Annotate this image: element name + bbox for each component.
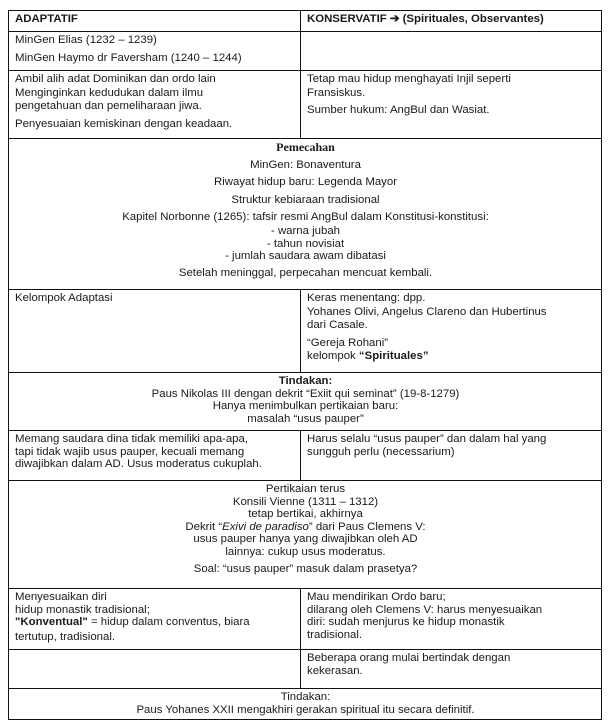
table-row xyxy=(9,431,602,481)
header-left-label: ADAPTATIF xyxy=(15,13,78,25)
text-line: Paus Yohanes XXII mengakhiri gerakan spiritual itu secara definitif. xyxy=(136,703,475,716)
ministers-left xyxy=(9,32,301,71)
text-line: Kapitel Norbonne (1265): tafsir resmi AngBul dalam Konstitusi-konstitusi: xyxy=(122,211,489,224)
text-span: kelompok xyxy=(307,350,359,363)
text-line: Yohanes Olivi, Angelus Clareno dan Hubertinus xyxy=(307,305,547,318)
kelompok-right xyxy=(301,290,602,373)
text-span: Dekrit “ xyxy=(185,520,223,533)
table-row xyxy=(9,481,602,589)
table-row xyxy=(9,290,602,373)
text-line: Menyesuaikan diri xyxy=(15,591,107,603)
header-right-suffix: (Spirituales, Observantes) xyxy=(402,13,544,25)
text-line: sungguh perlu (necessarium) xyxy=(307,445,455,458)
spirituales-label: “Spirituales” xyxy=(358,350,429,363)
table-row xyxy=(9,139,602,290)
arrow-right-icon: ➔ xyxy=(389,13,400,25)
text-line: “Gereja Rohani” xyxy=(307,336,389,349)
text-line: Setelah meninggal, perpecahan mencuat kembali. xyxy=(178,266,433,279)
text-line: tapi tidak wajib usus pauper, kecuali memang xyxy=(15,445,245,458)
table-row xyxy=(9,589,602,650)
text-line: dilarang oleh Clemens V: harus menyesuaikan xyxy=(307,603,543,616)
text-line: dari Casale. xyxy=(307,319,368,332)
text-line: Pertikaian terus xyxy=(265,483,346,495)
list-item: - warna jubah xyxy=(270,224,341,237)
text-line: Hanya menimbulkan pertikaian baru: xyxy=(212,400,399,413)
minister-elias: MinGen Elias (1232 – 1239) xyxy=(15,34,157,46)
pemecahan-cell xyxy=(9,139,602,290)
text-line: Harus selalu “usus pauper” dan dalam hal yang xyxy=(307,433,547,445)
text-span: = hidup dalam conventus, biara xyxy=(87,616,250,629)
comparison-table xyxy=(8,10,602,720)
positions-left xyxy=(9,71,301,139)
menyesuaikan-right xyxy=(301,589,602,650)
memang-right xyxy=(301,431,602,481)
table-row xyxy=(9,71,602,139)
text-line: kekerasan. xyxy=(307,664,363,677)
table-row xyxy=(9,373,602,431)
tindakan-title: Tindakan: xyxy=(278,375,333,387)
text-line: MinGen: Bonaventura xyxy=(250,158,361,171)
text-line: Paus Nikolas III dengan dekrit “Exiit qui seminat” (19-8-1279) xyxy=(151,387,460,400)
tindakan2-cell xyxy=(9,689,602,720)
text-line: pengetahuan dan pemeliharaan jiwa. xyxy=(15,100,202,113)
text-line: Penyesuaian kemiskinan dengan keadaan. xyxy=(15,117,233,130)
text-line: Ambil alih adat Dominikan dan ordo lain xyxy=(15,73,216,85)
memang-left xyxy=(9,431,301,481)
text-line: lainnya: cukup usus moderatus. xyxy=(225,545,386,558)
header-konservatif xyxy=(301,11,602,32)
minister-haymo: MinGen Haymo dr Faversham (1240 – 1244) xyxy=(15,51,242,64)
list-item: - jumlah saudara awam dibatasi xyxy=(225,250,386,263)
positions-right xyxy=(301,71,602,139)
text-line: hidup monastik tradisional; xyxy=(15,603,150,616)
text-line: tetap bertikai, akhirnya xyxy=(248,508,363,521)
text-line: diri: sudah menjurus ke hidup monastik xyxy=(307,616,505,629)
pemecahan-title: Pemecahan xyxy=(276,140,335,154)
text-line: tertutup, tradisional. xyxy=(15,630,116,643)
table-row xyxy=(9,689,602,720)
kekerasan-left-empty xyxy=(9,650,301,689)
kekerasan-right xyxy=(301,650,602,689)
menyesuaikan-left xyxy=(9,589,301,650)
text-line: Konsili Vienne (1311 – 1312) xyxy=(232,495,379,508)
kelompok-left xyxy=(9,290,301,373)
text-line: Soal: “usus pauper” masuk dalam prasetya? xyxy=(193,562,418,575)
header-right-label: KONSERVATIF xyxy=(307,13,387,25)
text-line: masalah “usus pauper” xyxy=(247,412,364,425)
text-line: Beberapa orang mulai bertindak dengan xyxy=(307,652,511,664)
header-adaptatif xyxy=(9,11,301,32)
pertikaian-cell xyxy=(9,481,602,589)
header-row xyxy=(9,11,602,32)
text-line: Struktur kebiaraan tradisional xyxy=(231,193,380,206)
text-line: Kelompok Adaptasi xyxy=(15,292,113,304)
table-row xyxy=(9,32,602,71)
text-line: diwajibkan dalam AD. Usus moderatus cukuplah. xyxy=(15,458,262,471)
ministers-right-empty xyxy=(301,32,602,71)
text-line: Memang saudara dina tidak memiliki apa-apa, xyxy=(15,433,248,445)
text-line: tradisional. xyxy=(307,628,363,641)
text-line: Riwayat hidup baru: Legenda Mayor xyxy=(214,176,397,189)
list-item: - tahun novisiat xyxy=(266,237,345,250)
decree-title: Exivi de paradiso xyxy=(222,520,309,533)
table-row xyxy=(9,650,602,689)
text-line: Menginginkan kedudukan dalam ilmu xyxy=(15,86,204,99)
text-line: Fransiskus. xyxy=(307,86,366,99)
konventual-label: "Konventual" xyxy=(15,616,88,629)
tindakan-title: Tindakan: xyxy=(280,691,331,703)
text-line: Mau mendirikan Ordo baru; xyxy=(307,591,446,603)
text-line: Tetap mau hidup menghayati Injil seperti xyxy=(307,73,511,85)
text-line: usus pauper hanya yang diwajibkan oleh AD xyxy=(193,533,418,546)
tindakan1-cell xyxy=(9,373,602,431)
text-line: Keras menentang: dpp. xyxy=(307,292,426,304)
text-line: Sumber hukum: AngBul dan Wasiat. xyxy=(307,104,490,117)
text-span: ” dari Paus Clemens V: xyxy=(308,520,426,533)
